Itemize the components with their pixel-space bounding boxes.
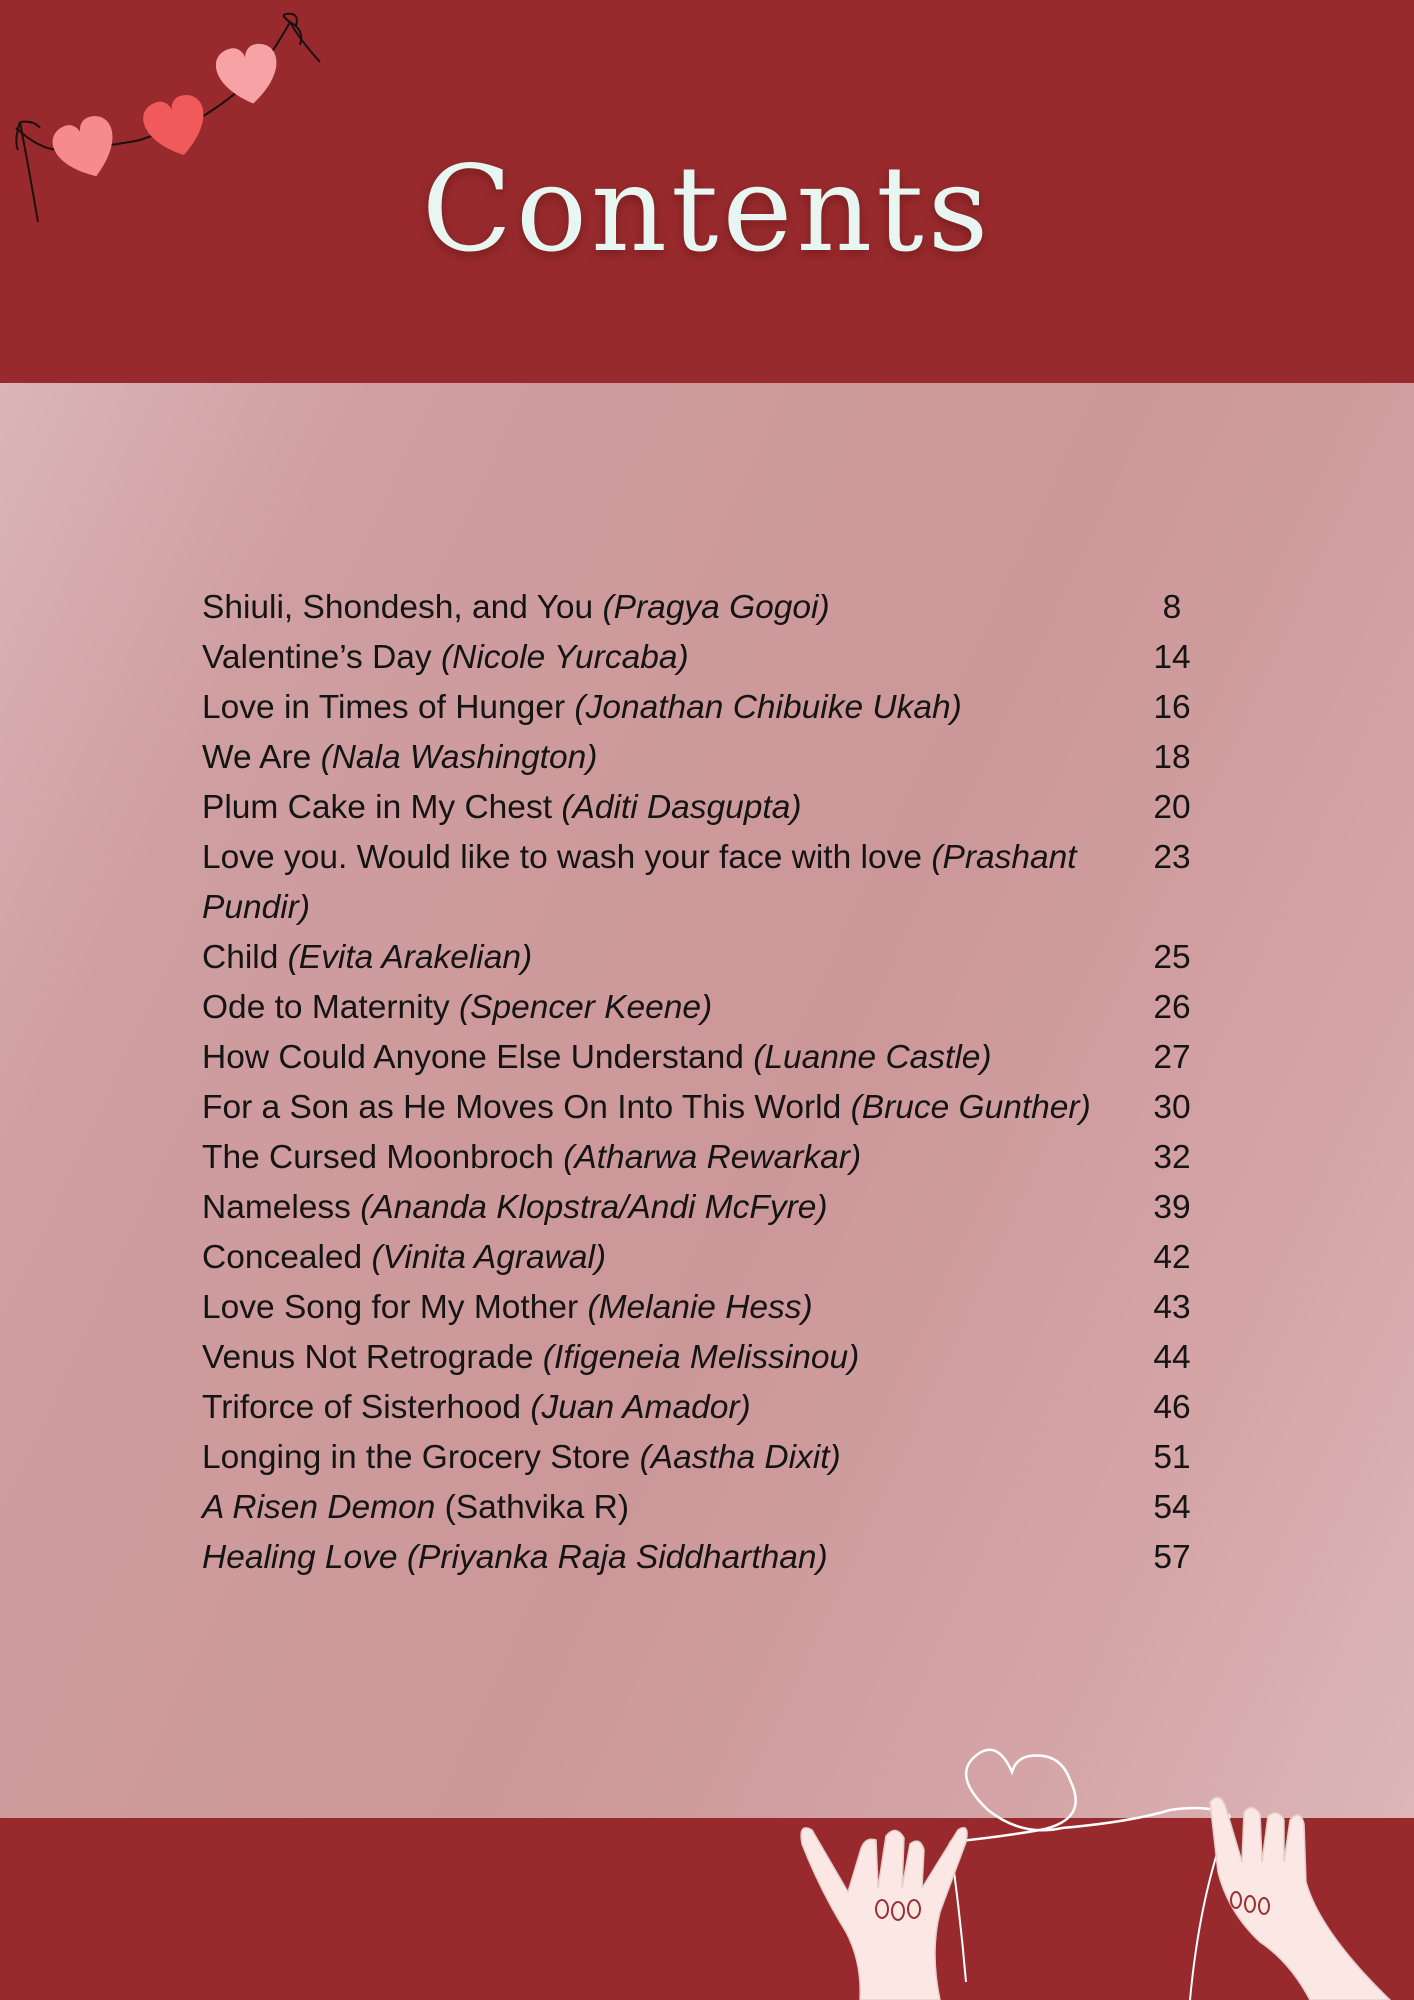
toc-entry-title: Love you. Would like to wash your face with love (202, 839, 923, 876)
toc-entry-page: 44 (1153, 1339, 1191, 1376)
toc-entry-text (202, 983, 1132, 1033)
table-of-contents (202, 583, 1212, 1583)
toc-entry (202, 933, 1212, 983)
toc-entry-text (202, 1133, 1132, 1183)
toc-entry-title: Ode to Maternity (202, 989, 450, 1026)
toc-entry-title: A Risen Demon (202, 1489, 436, 1526)
toc-entry-author: (Vinita Agrawal) (371, 1239, 607, 1276)
toc-entry (202, 1283, 1212, 1333)
toc-entry (202, 833, 1212, 933)
toc-entry-text (202, 1483, 1132, 1533)
toc-entry (202, 1333, 1212, 1383)
toc-entry-text (202, 733, 1132, 783)
toc-entry-page: 26 (1153, 989, 1191, 1026)
toc-entry-author: (Luanne Castle) (753, 1039, 992, 1076)
toc-entry-author: (Bruce Gunther) (850, 1089, 1091, 1126)
toc-entry-author: (Aastha Dixit) (639, 1439, 841, 1476)
toc-entry-text (202, 683, 1132, 733)
toc-entry-author: (Priyanka Raja Siddharthan) (406, 1539, 828, 1576)
toc-entry-author: (Sathvika R) (444, 1489, 629, 1526)
toc-entry-page: 8 (1162, 589, 1182, 626)
toc-entry-title: How Could Anyone Else Understand (202, 1039, 744, 1076)
toc-entry-page: 57 (1153, 1539, 1191, 1576)
toc-entry-text (202, 933, 1132, 983)
toc-entry (202, 1383, 1212, 1433)
toc-entry-text (202, 1183, 1132, 1233)
toc-entry-page: 25 (1153, 939, 1191, 976)
toc-entry (202, 683, 1212, 733)
toc-entry-page: 14 (1153, 639, 1191, 676)
toc-entry (202, 633, 1212, 683)
hand-icon (1210, 1797, 1390, 2000)
toc-entry-author: (Pragya Gogoi) (602, 589, 830, 626)
pinky-promise-hands-icon (790, 1712, 1414, 2000)
heart-icon (139, 91, 213, 163)
toc-entry-text (202, 1533, 1132, 1583)
toc-entry-author: (Atharwa Rewarkar) (563, 1139, 862, 1176)
toc-entry-title: Concealed (202, 1239, 363, 1276)
toc-entry-text (202, 1283, 1132, 1333)
toc-entry-title: Child (202, 939, 279, 976)
toc-entry-title: Longing in the Grocery Store (202, 1439, 631, 1476)
toc-entry-text (202, 833, 1132, 933)
toc-entry (202, 1533, 1212, 1583)
toc-entry-page: 16 (1153, 689, 1191, 726)
toc-entry-page: 27 (1153, 1039, 1191, 1076)
toc-entry-author: (Evita Arakelian) (287, 939, 533, 976)
toc-entry-title: Nameless (202, 1189, 351, 1226)
toc-entry-text (202, 633, 1132, 683)
toc-entry (202, 583, 1212, 633)
toc-entry-title: Shiuli, Shondesh, and You (202, 589, 594, 626)
toc-entry-page: 23 (1153, 839, 1191, 876)
toc-entry-author: (Prashant Pundir) (202, 839, 1077, 926)
toc-entry-page: 51 (1153, 1439, 1191, 1476)
toc-entry-title: The Cursed Moonbroch (202, 1139, 554, 1176)
toc-entry (202, 1483, 1212, 1533)
toc-entry-page: 43 (1153, 1289, 1191, 1326)
page-title: Contents (421, 140, 993, 278)
toc-entry-text (202, 1083, 1132, 1133)
toc-entry-author: (Jonathan Chibuike Ukah) (574, 689, 962, 726)
toc-entry (202, 1083, 1212, 1133)
toc-entry-title: Love in Times of Hunger (202, 689, 566, 726)
toc-entry-text (202, 1233, 1132, 1283)
toc-entry-author: (Ifigeneia Melissinou) (542, 1339, 860, 1376)
toc-entry (202, 1033, 1212, 1083)
toc-entry-text (202, 583, 1132, 633)
toc-entry-page: 20 (1153, 789, 1191, 826)
toc-entry-title: Plum Cake in My Chest (202, 789, 552, 826)
toc-entry-page: 39 (1153, 1189, 1191, 1226)
toc-entry-text (202, 1433, 1132, 1483)
toc-entry-text (202, 1333, 1132, 1383)
toc-entry-text (202, 783, 1132, 833)
toc-entry-author: (Juan Amador) (530, 1389, 751, 1426)
toc-entry-author: (Melanie Hess) (587, 1289, 813, 1326)
heart-garland-icon (0, 0, 340, 240)
toc-entry-author: (Spencer Keene) (458, 989, 713, 1026)
toc-entry-page: 30 (1153, 1089, 1191, 1126)
toc-entry-author: (Ananda Klopstra/Andi McFyre) (360, 1189, 828, 1226)
toc-entry-title: Love Song for My Mother (202, 1289, 579, 1326)
toc-entry-title: Venus Not Retrograde (202, 1339, 534, 1376)
toc-entry-title: For a Son as He Moves On Into This World (202, 1089, 842, 1126)
toc-entry-page: 46 (1153, 1389, 1191, 1426)
toc-entry-title: We Are (202, 739, 312, 776)
toc-entry (202, 733, 1212, 783)
toc-entry-author: (Nicole Yurcaba) (441, 639, 689, 676)
toc-entry-title: Healing Love (202, 1539, 398, 1576)
toc-entry-page: 54 (1153, 1489, 1191, 1526)
toc-entry (202, 1133, 1212, 1183)
toc-entry-text (202, 1383, 1132, 1433)
toc-entry-title: Valentine’s Day (202, 639, 432, 676)
toc-entry-page: 18 (1153, 739, 1191, 776)
toc-entry-page: 32 (1153, 1139, 1191, 1176)
toc-entry-author: (Nala Washington) (320, 739, 598, 776)
toc-entry (202, 783, 1212, 833)
toc-entry (202, 1433, 1212, 1483)
toc-entry-author: (Aditi Dasgupta) (561, 789, 802, 826)
heart-icon (213, 41, 283, 109)
hand-icon (801, 1828, 967, 2000)
toc-entry (202, 1233, 1212, 1283)
toc-entry-text (202, 1033, 1132, 1083)
toc-entry (202, 983, 1212, 1033)
toc-entry-title: Triforce of Sisterhood (202, 1389, 522, 1426)
toc-entry (202, 1183, 1212, 1233)
toc-entry-page: 42 (1153, 1239, 1191, 1276)
heart-icon (48, 111, 125, 186)
